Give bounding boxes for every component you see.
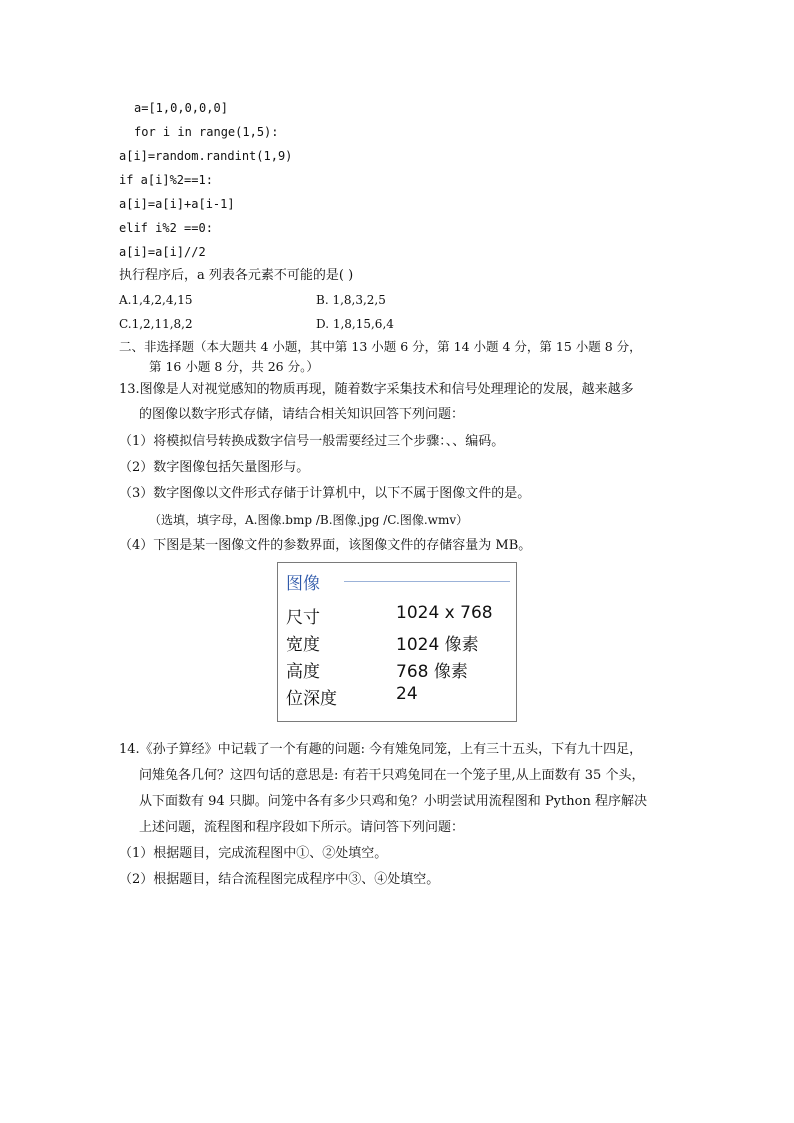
q13-sub3-note: （选填，填字母，A.图像.bmp /B.图像.jpg /C.图像.wmv） <box>149 513 469 527</box>
q13-intro-line2: 的图像以数字形式存储，请结合相关知识回答下列问题： <box>139 407 465 422</box>
q14-line3: 从下面数有 94 只脚。问笼中各有多少只鸡和兔？小明尝试用流程图和 Python 程序解决 <box>139 794 647 809</box>
code-line-5: a[i]=a[i]+a[i-1] <box>119 197 235 211</box>
panel-row-size-key: 尺寸 <box>286 608 320 628</box>
code-line-3: a[i]=random.randint(1,9) <box>119 149 293 163</box>
section2-heading-line2: 第 16 小题 8 分，共 26 分。） <box>149 359 319 374</box>
code-line-7: a[i]=a[i]//2 <box>119 245 206 259</box>
q12-stem: 执行程序后，a 列表各元素不可能的是( ) <box>119 268 354 283</box>
code-line-2: for i in range(1,5): <box>134 125 279 139</box>
q13-sub2: （2）数字图像包括矢量图形与。 <box>119 460 310 475</box>
panel-row-height <box>286 657 508 683</box>
q12-option-a: A.1,4,2,4,15 <box>119 293 193 307</box>
q12-option-c: C.1,2,11,8,2 <box>119 317 193 331</box>
panel-divider <box>344 581 510 582</box>
panel-row-width <box>286 630 508 656</box>
panel-row-width-value: 1024 像素 <box>396 635 479 655</box>
q13-sub4: （4）下图是某一图像文件的参数界面，该图像文件的存储容量为 MB。 <box>119 538 532 553</box>
panel-row-height-value: 768 像素 <box>396 662 468 682</box>
section2-heading-line1: 二、非选择题（本大题共 4 小题，其中第 13 小题 6 分，第 14 小题 4 分，第 15 小题 8 分， <box>119 339 642 354</box>
panel-row-bitdepth-value: 24 <box>396 684 418 704</box>
q14-line1: 14.《孙子算经》中记载了一个有趣的问题: 今有雉兔同笼，上有三十五头，下有九十四足， <box>119 742 643 757</box>
code-line-1: a=[1,0,0,0,0] <box>134 101 228 115</box>
code-line-4: if a[i]%2==1: <box>119 173 213 187</box>
q13-sub3: （3）数字图像以文件形式存储于计算机中，以下不属于图像文件的是。 <box>119 486 531 501</box>
q14-line2: 问雉兔各几何？这四句话的意思是: 有若干只鸡兔同在一个笼子里,从上面数有 35 个头， <box>139 768 645 783</box>
panel-row-width-key: 宽度 <box>286 635 320 655</box>
panel-title: 图像 <box>286 574 320 594</box>
code-line-6: elif i%2 ==0: <box>119 221 213 235</box>
q12-option-b: B. 1,8,3,2,5 <box>316 293 386 307</box>
image-properties-panel <box>277 562 517 722</box>
q14-line4: 上述问题，流程图和程序段如下所示。请问答下列问题： <box>139 820 465 835</box>
q14-sub2: （2）根据题目，结合流程图完成程序中③、④处填空。 <box>119 872 440 887</box>
panel-row-size <box>286 603 508 629</box>
q14-sub1: （1）根据题目，完成流程图中①、②处填空。 <box>119 846 388 861</box>
q12-option-d: D. 1,8,15,6,4 <box>316 317 394 331</box>
panel-row-bitdepth-key: 位深度 <box>286 689 337 709</box>
panel-row-height-key: 高度 <box>286 662 320 682</box>
q13-intro-line1: 13.图像是人对视觉感知的物质再现，随着数字采集技术和信号处理理论的发展，越来越多 <box>119 382 634 397</box>
q13-sub1: （1）将模拟信号转换成数字信号一般需要经过三个步骤：、、编码。 <box>119 434 505 449</box>
panel-row-size-value: 1024 x 768 <box>396 603 493 623</box>
panel-row-bitdepth <box>286 684 508 710</box>
